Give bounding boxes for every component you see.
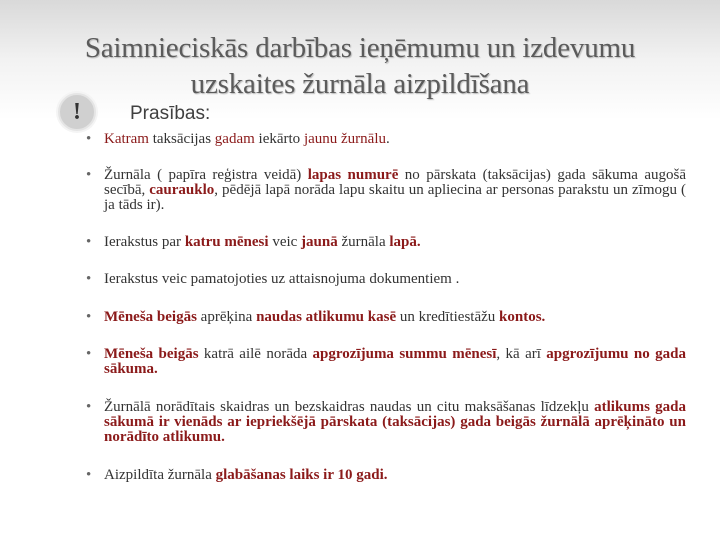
- requirements-heading: Prasības:: [130, 103, 211, 124]
- exclamation-icon: !: [58, 93, 96, 131]
- list-item: • Mēneša beigās aprēķina naudas atlikumu kasē un kredītiestāžu kontos.: [86, 310, 686, 325]
- list-item: • Žurnāla ( papīra reģistra veidā) lapas numurē no pārskata (taksācijas) gada sākuma augošā secībā, caurauklo, pēdējā lapā norāda lapu skaitu un apliecina ar personas parakstu un zīmogu ( ja tāds ir).: [86, 168, 686, 213]
- list-item: • Katram taksācijas gadam iekārto jaunu žurnālu.: [86, 132, 686, 147]
- list-item: • Mēneša beigās katrā ailē norāda apgrozījuma summu mēnesī, kā arī apgrozījumu no gada sākuma.: [86, 347, 686, 377]
- list-item: • Aizpildīta žurnāla glabāšanas laiks ir 10 gadi.: [86, 468, 686, 483]
- list-item: • Ierakstus par katru mēnesi veic jaunā žurnāla lapā.: [86, 235, 686, 250]
- list-item: • Žurnālā norādītais skaidras un bezskaidras naudas un citu maksāšanas līdzekļu atlikums gada sākumā ir vienāds ar iepriekšējā pārskata (taksācijas) gada beigās žurnālā aprēķināto un norādīto atlikumu.: [86, 400, 686, 445]
- slide-title: [20, 30, 700, 102]
- requirements-list: [86, 132, 686, 483]
- slide-title-line-2: uzskaites žurnāla aizpildīšana: [190, 68, 530, 100]
- list-item: • Ierakstus veic pamatojoties uz attaisnojuma dokumentiem .: [86, 272, 686, 287]
- slide-title-line-1: Saimnieciskās darbības ieņēmumu un izdevumu: [84, 32, 636, 64]
